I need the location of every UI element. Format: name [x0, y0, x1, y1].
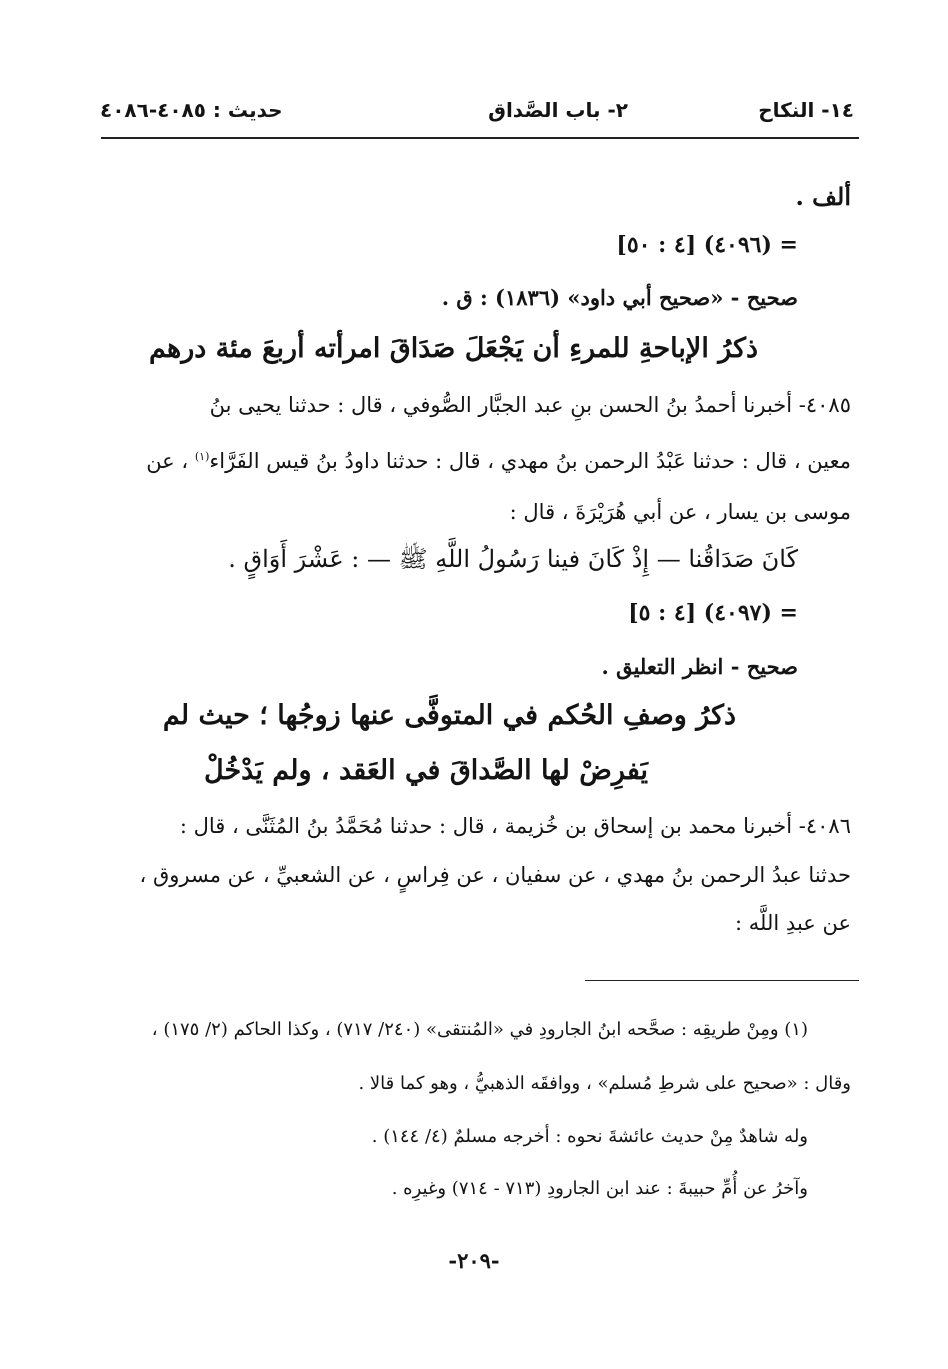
grade-note-1: صحيح - «صحيح أبي داود» (١٨٣٦) : ق . — [441, 285, 798, 310]
hadith-4085-line-2-end: ، عن — [146, 449, 189, 473]
hadith-4086-line-1: ٤٠٨٦- أخبرنا محمد بن إسحاق بن خُزيمة ، قال : حدثنا مُحَمَّدُ بنُ المُثَنَّى ، قال : — [179, 814, 851, 838]
footnote-1-line-4: وآخرُ عن أُمِّ حبيبةَ : عند ابن الجارودِ (٧١٣ - ٧١٤) وغيرِه . — [391, 1178, 808, 1199]
header-divider — [101, 137, 859, 139]
page-number: -٢٠٩- — [448, 1248, 500, 1273]
continuation-text: ألف . — [795, 182, 851, 211]
section-heading-2-line-1: ذكرُ وصفِ الحُكم في المتوفَّى عنها زوجُها ؛ حيث لم — [162, 700, 736, 731]
hadith-4085-line-3: موسى بن يسار ، عن أبي هُرَيْرَةَ ، قال : — [509, 500, 851, 524]
footnote-marker[interactable]: (١) — [194, 450, 210, 463]
hadith-4086-line-3: عن عبدِ اللَّه : — [735, 911, 851, 935]
grade-note-2: صحيح - انظر التعليق . — [601, 654, 798, 679]
header-hadith-range: حديث : ٤٠٨٥-٤٠٨٦ — [100, 98, 283, 122]
section-heading-2-line-2: يَفرِضْ لها الصَّداقَ في العَقد ، ولم يَدْخُلْ — [204, 755, 648, 786]
hadith-4085-text: كَانَ صَدَاقُنا — إِذْ كَانَ فينا رَسُولُ اللَّهِ ﷺ — : عَشْرَ أَوَاقٍ . — [228, 545, 798, 573]
footnote-divider — [585, 980, 859, 981]
hadith-4085-line-2-text: معين ، قال : حدثنا عَبْدُ الرحمن بنُ مهدي ، قال : حدثنا داودُ بنُ قيس الفَرَّاء — [209, 449, 851, 473]
header-chapter-title: ٢- باب الصَّداق — [488, 98, 628, 122]
hadith-4085-line-2 — [146, 449, 851, 473]
footnote-1-line-2: وقال : «صحيح على شرطِ مُسلم» ، ووافقَه الذهبيُّ ، وهو كما قالا . — [358, 1073, 851, 1094]
reference-4096: = (٤٠٩٦) [٤ : ٥٠] — [616, 232, 798, 258]
footnote-1-line-1: (١) ومِنْ طريقِه : صحَّحه ابنُ الجارودِ في «المُنتقى» (٢٤٠/ ٧١٧) ، وكذا الحاكم (٢/ ١٧٥) ، — [151, 1019, 808, 1040]
hadith-4086-line-2: حدثنا عبدُ الرحمن بنُ مهدي ، عن سفيان ، عن فِراسٍ ، عن الشعبيِّ ، عن مسروق ، — [139, 863, 851, 887]
header-book-title: ١٤- النكاح — [758, 98, 854, 122]
hadith-4085-line-1: ٤٠٨٥- أخبرنا أحمدُ بنُ الحسن بنِ عبد الجبَّار الصُّوفي ، قال : حدثنا يحيى بنُ — [209, 393, 851, 417]
footnote-1-line-3: وله شاهدٌ مِنْ حديث عائشةَ نحوه : أخرجه مسلمٌ (٤/ ١٤٤) . — [371, 1126, 808, 1147]
section-heading-1: ذكرُ الإباحةِ للمرءِ أن يَجْعَلَ صَدَاقَ امرأته أربعَ مئة درهم — [149, 333, 758, 364]
reference-4097: = (٤٠٩٧) [٤ : ٥] — [628, 600, 798, 626]
